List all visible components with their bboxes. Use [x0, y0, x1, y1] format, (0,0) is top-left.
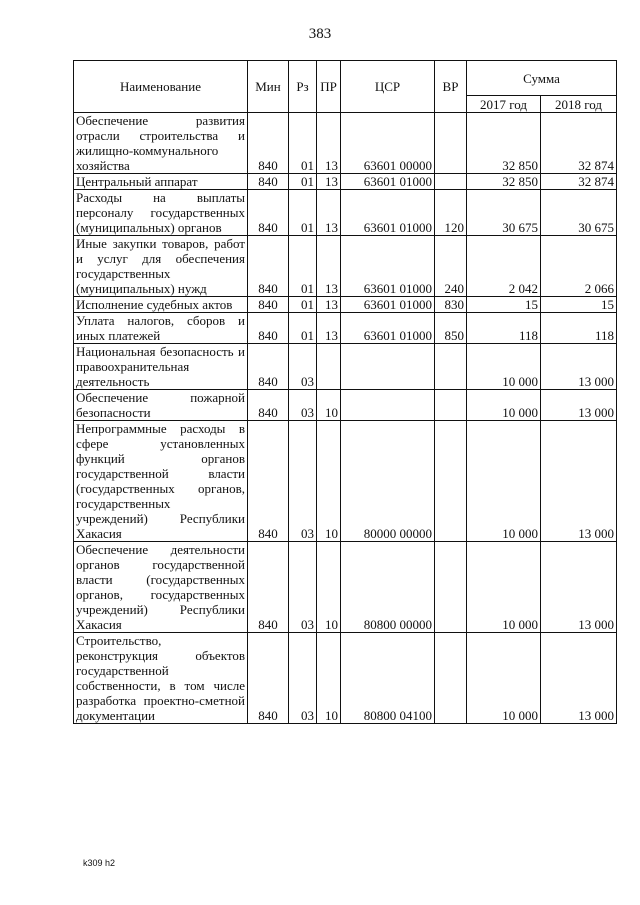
row-name: Центральный аппарат — [74, 174, 248, 190]
header-min: Мин — [248, 61, 289, 113]
row-vr: 830 — [435, 297, 467, 313]
page-number: 383 — [308, 26, 332, 42]
table-row — [74, 344, 617, 390]
row-name: Расходы на выплаты персоналу государственных (муниципальных) органов — [74, 190, 248, 236]
row-vr — [435, 174, 467, 190]
row-csr — [341, 390, 435, 421]
row-amount-2018: 13 000 — [541, 421, 617, 542]
row-pr: 13 — [317, 174, 341, 190]
row-rz: 03 — [289, 421, 317, 542]
row-name: Обеспечение развития отрасли строительства и жилищно-коммунального хозяйства — [74, 113, 248, 174]
row-amount-2018: 13 000 — [541, 542, 617, 633]
row-vr — [435, 390, 467, 421]
row-vr — [435, 542, 467, 633]
row-csr: 63601 01000 — [341, 190, 435, 236]
row-amount-2017: 10 000 — [467, 633, 541, 724]
row-rz: 01 — [289, 190, 317, 236]
row-pr: 10 — [317, 421, 341, 542]
row-min: 840 — [248, 542, 289, 633]
row-csr: 80800 04100 — [341, 633, 435, 724]
row-amount-2018: 32 874 — [541, 113, 617, 174]
row-amount-2018: 13 000 — [541, 633, 617, 724]
row-min: 840 — [248, 190, 289, 236]
row-amount-2017: 2 042 — [467, 236, 541, 297]
row-pr: 10 — [317, 542, 341, 633]
header-sum: Сумма — [467, 61, 617, 96]
header-rz: Рз — [289, 61, 317, 113]
row-rz: 01 — [289, 313, 317, 344]
row-amount-2017: 30 675 — [467, 190, 541, 236]
row-csr: 63601 00000 — [341, 113, 435, 174]
row-name: Уплата налогов, сборов и иных платежей — [74, 313, 248, 344]
row-rz: 03 — [289, 542, 317, 633]
row-amount-2018: 2 066 — [541, 236, 617, 297]
row-name: Обеспечение деятельности органов государственной власти (государственных органов, государственных учреждений) Республики Хакасия — [74, 542, 248, 633]
row-csr: 63601 01000 — [341, 236, 435, 297]
row-min: 840 — [248, 313, 289, 344]
row-pr: 13 — [317, 313, 341, 344]
row-pr: 13 — [317, 297, 341, 313]
row-vr — [435, 344, 467, 390]
row-name: Исполнение судебных актов — [74, 297, 248, 313]
row-min: 840 — [248, 421, 289, 542]
row-rz: 01 — [289, 174, 317, 190]
header-year-2018: 2018 год — [541, 96, 617, 113]
row-rz: 03 — [289, 344, 317, 390]
row-amount-2017: 10 000 — [467, 421, 541, 542]
row-amount-2017: 10 000 — [467, 344, 541, 390]
table-row — [74, 633, 617, 724]
header-pr: ПР — [317, 61, 341, 113]
row-pr: 10 — [317, 390, 341, 421]
header-csr: ЦСР — [341, 61, 435, 113]
header-vr: ВР — [435, 61, 467, 113]
row-rz: 01 — [289, 297, 317, 313]
table-row — [74, 313, 617, 344]
row-pr — [317, 344, 341, 390]
row-min: 840 — [248, 390, 289, 421]
row-amount-2018: 15 — [541, 297, 617, 313]
row-name: Обеспечение пожарной безопасности — [74, 390, 248, 421]
row-vr: 240 — [435, 236, 467, 297]
row-csr: 80800 00000 — [341, 542, 435, 633]
header-name: Наименование — [74, 61, 248, 113]
table-row — [74, 390, 617, 421]
row-vr — [435, 113, 467, 174]
row-name: Непрограммные расходы в сфере установленных функций органов государственной власти (государственных органов, государственных учреждений) Республики Хакасия — [74, 421, 248, 542]
row-pr: 10 — [317, 633, 341, 724]
row-name: Национальная безопасность и правоохранительная деятельность — [74, 344, 248, 390]
row-pr: 13 — [317, 190, 341, 236]
row-pr: 13 — [317, 113, 341, 174]
table-row — [74, 542, 617, 633]
row-min: 840 — [248, 113, 289, 174]
row-amount-2017: 10 000 — [467, 542, 541, 633]
row-rz: 03 — [289, 633, 317, 724]
row-vr: 850 — [435, 313, 467, 344]
row-amount-2017: 32 850 — [467, 174, 541, 190]
row-rz: 01 — [289, 113, 317, 174]
table-row — [74, 236, 617, 297]
row-amount-2018: 32 874 — [541, 174, 617, 190]
row-rz: 01 — [289, 236, 317, 297]
table-row — [74, 190, 617, 236]
table-row — [74, 113, 617, 174]
row-csr: 63601 01000 — [341, 297, 435, 313]
row-csr: 63601 01000 — [341, 174, 435, 190]
table-row — [74, 421, 617, 542]
table-body — [74, 113, 617, 724]
row-amount-2018: 13 000 — [541, 390, 617, 421]
table-header — [74, 61, 617, 113]
row-min: 840 — [248, 174, 289, 190]
row-vr — [435, 421, 467, 542]
footer-code: k309 h2 — [83, 858, 116, 868]
row-csr — [341, 344, 435, 390]
row-rz: 03 — [289, 390, 317, 421]
table-row — [74, 174, 617, 190]
row-csr: 63601 01000 — [341, 313, 435, 344]
row-min: 840 — [248, 297, 289, 313]
row-csr: 80000 00000 — [341, 421, 435, 542]
row-min: 840 — [248, 236, 289, 297]
row-vr — [435, 633, 467, 724]
row-amount-2018: 30 675 — [541, 190, 617, 236]
budget-table — [73, 60, 617, 724]
row-min: 840 — [248, 344, 289, 390]
row-amount-2017: 15 — [467, 297, 541, 313]
row-name: Иные закупки товаров, работ и услуг для обеспечения государственных (муниципальных) нужд — [74, 236, 248, 297]
table-row — [74, 297, 617, 313]
row-name: Строительство, реконструкция объектов государственной собственности, в том числе разработка проектно-сметной документации — [74, 633, 248, 724]
row-amount-2017: 10 000 — [467, 390, 541, 421]
row-amount-2017: 118 — [467, 313, 541, 344]
row-vr: 120 — [435, 190, 467, 236]
row-amount-2018: 118 — [541, 313, 617, 344]
header-year-2017: 2017 год — [467, 96, 541, 113]
row-min: 840 — [248, 633, 289, 724]
row-pr: 13 — [317, 236, 341, 297]
row-amount-2017: 32 850 — [467, 113, 541, 174]
row-amount-2018: 13 000 — [541, 344, 617, 390]
